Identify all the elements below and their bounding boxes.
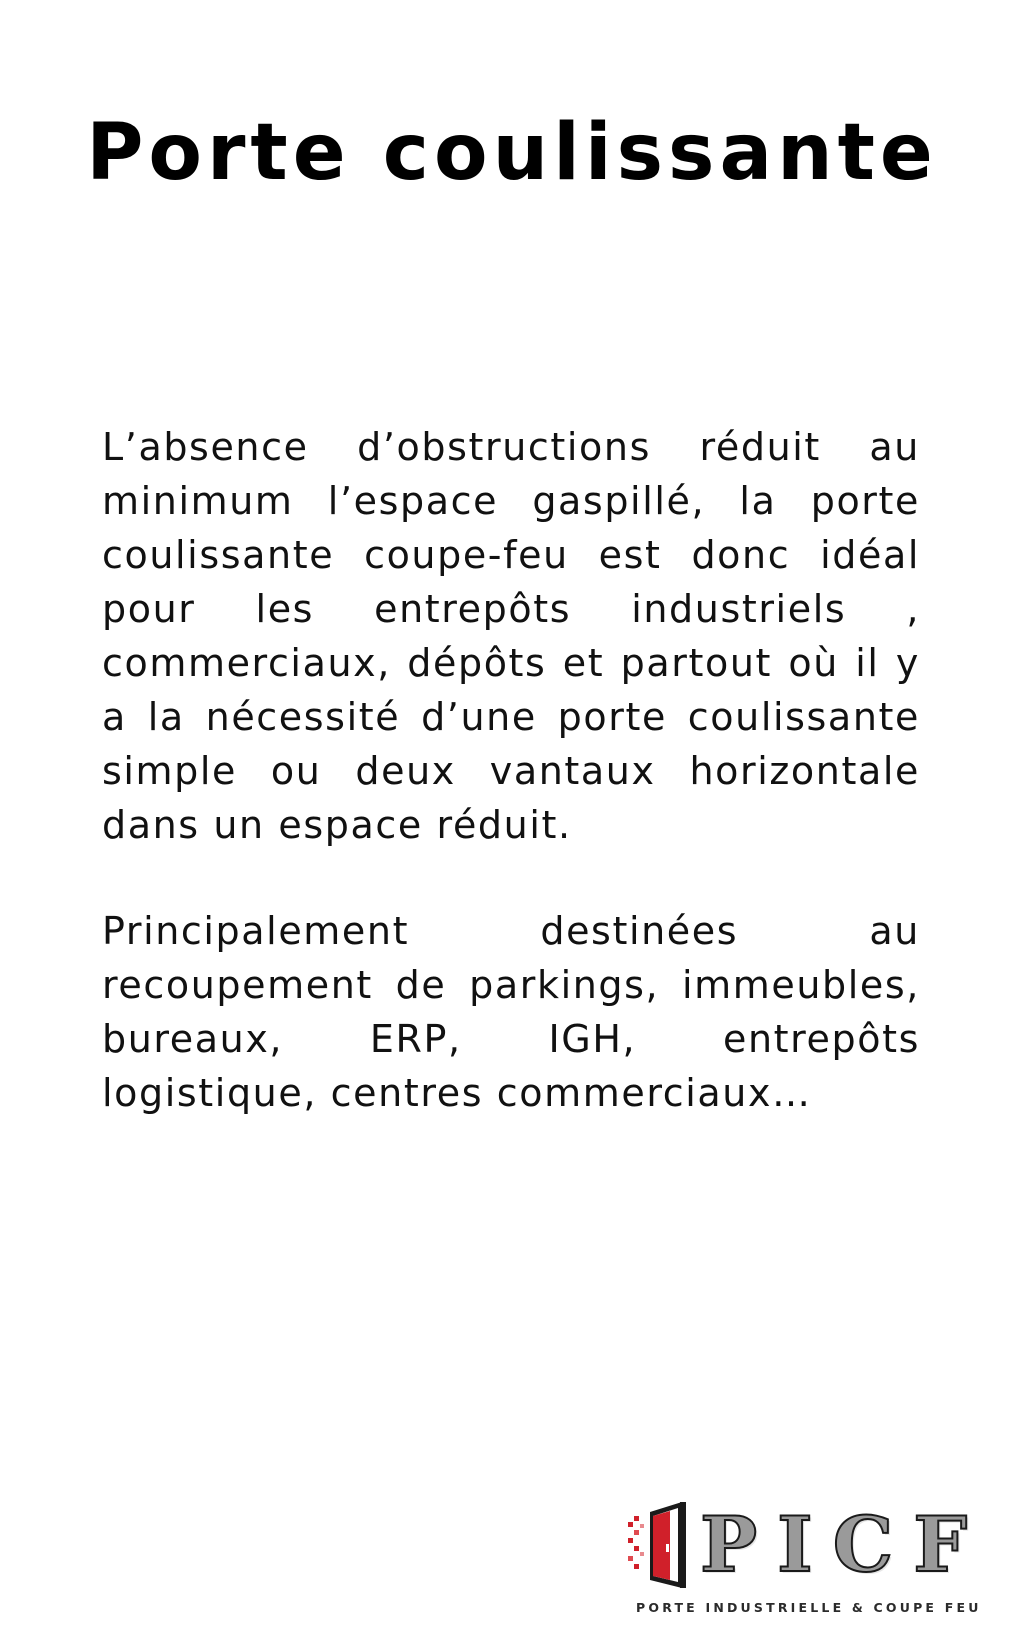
logo-letter: F xyxy=(913,1500,968,1589)
page-title: Porte coulissante xyxy=(86,108,938,198)
logo-letter: I xyxy=(777,1500,813,1589)
door-icon xyxy=(626,1500,696,1590)
usage-paragraph: Principalement destinées au recoupement de parkings, immeubles, bureaux, ERP, IGH, entrepôts logistique, centres commerciaux… xyxy=(102,909,920,1115)
logo-tagline: PORTE INDUSTRIELLE & COUPE FEU xyxy=(636,1600,982,1615)
logo-letter: C xyxy=(832,1500,894,1589)
description-paragraph: L’absence d’obstructions réduit au minimum l’espace gaspillé, la porte coulissante coupe-feu est donc idéal pour les entrepôts industriels , commerciaux, dépôts et partout où il y a la nécessité d’une porte coulissante simple ou deux vantaux horizontale dans un espace réduit. xyxy=(102,425,920,847)
logo-wordmark xyxy=(700,1500,967,1590)
logo-letter: P xyxy=(700,1500,758,1589)
company-logo xyxy=(626,1500,986,1620)
